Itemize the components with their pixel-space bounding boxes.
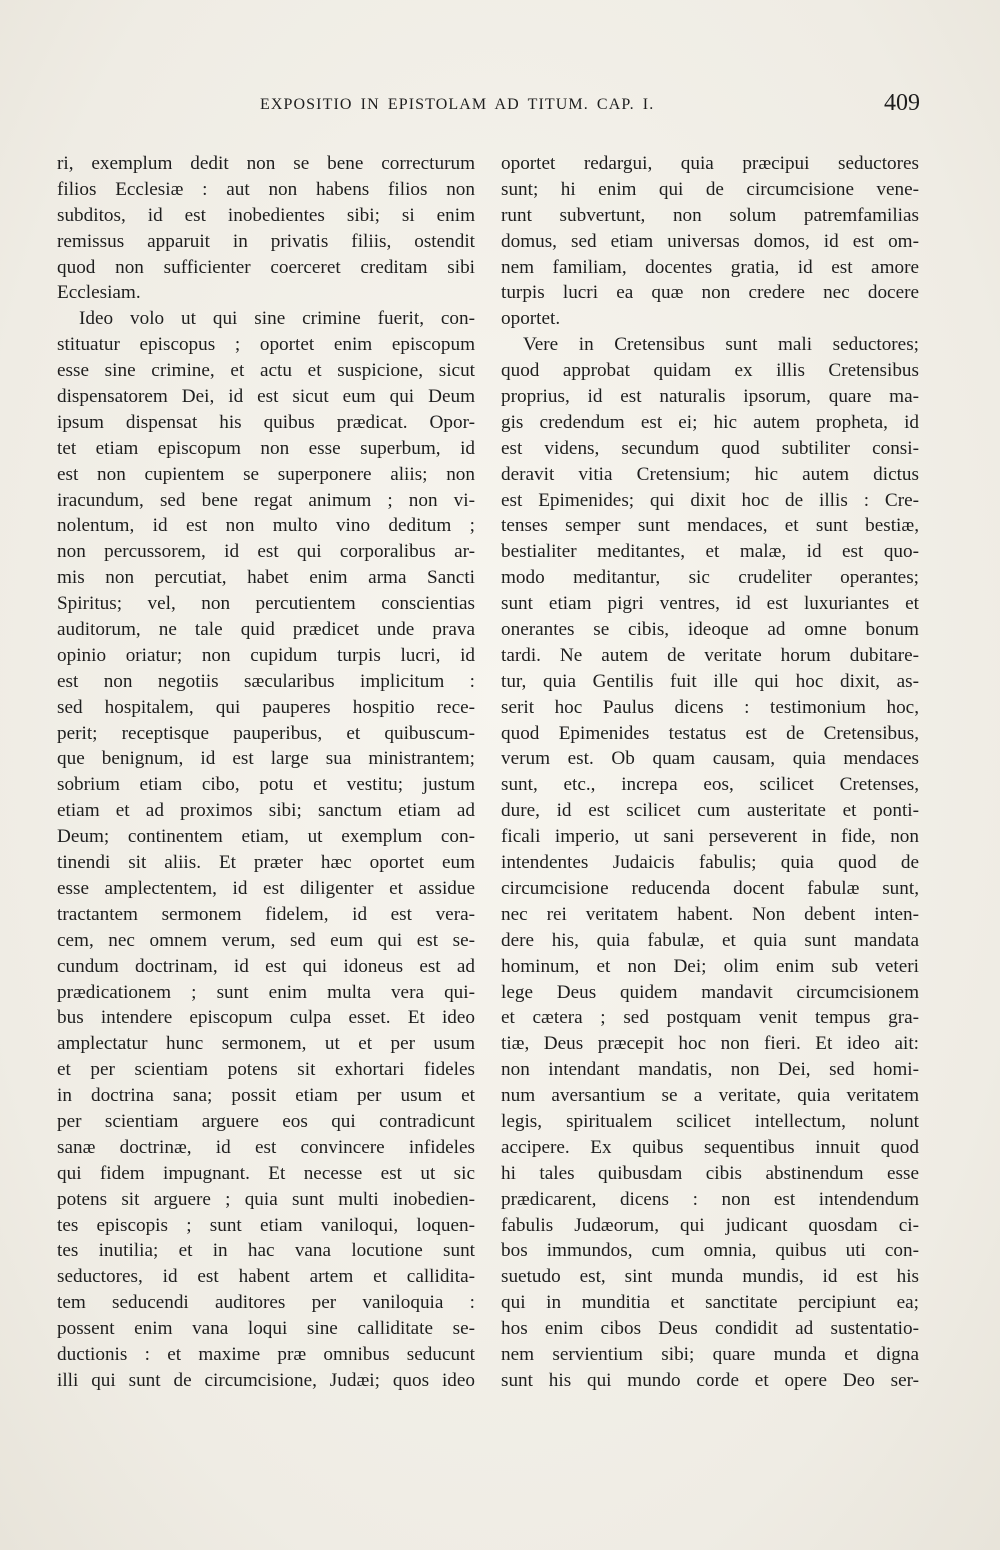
text-line: bus intendere episcopum culpa esset. Et ideo xyxy=(57,1007,475,1029)
text-line: tet etiam episcopum non esse superbum, id xyxy=(57,437,475,459)
text-line: quod non sufficienter coerceret creditam sibi xyxy=(57,256,475,278)
page-number: 409 xyxy=(884,90,920,116)
text-line: quod Epimenides testatus est de Cretensibus, xyxy=(501,722,919,744)
text-line: auditorum, ne tale quid prædicet unde prava xyxy=(57,619,475,641)
text-line: et cætera ; sed postquam venit tempus gra- xyxy=(501,1007,919,1029)
text-line: tur, quia Gentilis fuit ille qui hoc dixit, as- xyxy=(501,670,919,692)
text-line: nolentum, id est non multo vino deditum ; xyxy=(57,515,475,537)
text-line: subditos, id est inobedientes sibi; si enim xyxy=(57,204,475,226)
text-line: esse amplectentem, id est diligenter et assidue xyxy=(57,877,475,899)
text-line: modo meditantur, sic crudeliter operantes; xyxy=(501,567,919,589)
text-line: dere his, quia fabulæ, et quia sunt mandata xyxy=(501,929,919,951)
text-line: ductionis : et maxime præ omnibus seducunt xyxy=(57,1343,475,1365)
text-line: Ideo volo ut qui sine crimine fuerit, con- xyxy=(79,308,475,330)
text-line: Deum; continentem etiam, ut exemplum con- xyxy=(57,826,475,848)
running-title: EXPOSITIO IN EPISTOLAM AD TITUM. CAP. I. xyxy=(260,96,655,113)
text-line: mis non percutiat, habet enim arma Sancti xyxy=(57,567,475,589)
text-line: potens sit arguere ; quia sunt multi inobedien- xyxy=(57,1188,475,1210)
text-line: iracundum, sed bene regat animum ; non vi- xyxy=(57,489,475,511)
text-line: nec rei veritatem habent. Non debent inten- xyxy=(501,903,919,925)
text-line: proprius, id est naturalis ipsorum, quare ma- xyxy=(501,386,919,408)
text-line: Ecclesiam. xyxy=(57,282,141,304)
text-line: sobrium etiam cibo, potu et vestitu; justum xyxy=(57,774,475,796)
text-line: sanæ doctrinæ, id est convincere infideles xyxy=(57,1136,475,1158)
text-line: ficali imperio, ut sani perseverent in fide, non xyxy=(501,826,919,848)
text-line: prædicationem ; sunt enim multa vera qui- xyxy=(57,981,475,1003)
text-line: qui in munditia et sanctitate percipiunt ea; xyxy=(501,1292,919,1314)
text-line: etiam et ad proximos sibi; sanctum etiam ad xyxy=(57,800,475,822)
text-line: filios Ecclesiæ : aut non habens filios non xyxy=(57,178,475,200)
text-line: quod approbat quidam ex illis Cretensibus xyxy=(501,360,919,382)
text-line: ri, exemplum dedit non se bene correcturum xyxy=(57,153,475,174)
right-text-column xyxy=(501,151,919,1394)
text-line: nem familiam, docentes gratia, id est amore xyxy=(501,256,919,278)
text-line: oportet. xyxy=(501,308,561,330)
text-line: non percussorem, id est qui corporalibus ar- xyxy=(57,541,475,563)
text-line: non intendant mandatis, non Dei, sed homi- xyxy=(501,1059,919,1081)
text-line: onerantes se cibis, ideoque ad omne bonum xyxy=(501,619,919,641)
text-line: cem, nec omnem verum, sed eum qui est se- xyxy=(57,929,475,951)
text-line: esse sine crimine, et actu et suspicione, sicut xyxy=(57,360,475,382)
text-line: legis, spiritualem scilicet intellectum, nolunt xyxy=(501,1110,919,1132)
text-line: bos immundos, cum omnia, quibus uti con- xyxy=(501,1240,919,1262)
text-line: verum est. Ob quam causam, quia mendaces xyxy=(501,748,919,770)
text-line: sunt etiam pigri ventres, id est luxuriantes et xyxy=(501,593,919,615)
text-line: sunt, etc., increpa eos, scilicet Cretenses, xyxy=(501,774,919,796)
text-line: in doctrina sana; possit etiam per usum et xyxy=(57,1085,475,1107)
text-line: runt subvertunt, non solum patremfamilias xyxy=(501,204,919,226)
text-line: dure, id est scilicet cum austeritate et ponti- xyxy=(501,800,919,822)
text-line: hi tales quibusdam cibis abstinendum esse xyxy=(501,1162,919,1184)
text-line: stituatur episcopus ; oportet enim episcopum xyxy=(57,334,475,356)
text-line: est non cupientem se superponere aliis; non xyxy=(57,463,475,485)
text-line: oportet redargui, quia præcipui seductores xyxy=(501,153,919,174)
text-line: gis credendum est ei; hic autem propheta, id xyxy=(501,411,919,433)
text-line: bestialiter meditantes, et malæ, id est quo- xyxy=(501,541,919,563)
text-line: tes episcopis ; sunt etiam vaniloqui, loquen- xyxy=(57,1214,475,1236)
running-header xyxy=(58,90,920,126)
text-line: est non negotiis sæcularibus implicitum : xyxy=(57,670,475,692)
text-line: turpis lucri ea quæ non credere nec docere xyxy=(501,282,919,304)
text-line: seductores, id est habent artem et callidita- xyxy=(57,1266,475,1288)
text-line: tardi. Ne autem de veritate horum dubitare- xyxy=(501,644,919,666)
text-line: perit; receptisque pauperibus, et quibuscum- xyxy=(57,722,475,744)
text-line: dispensatorem Dei, id est sicut eum qui Deum xyxy=(57,386,475,408)
text-line: qui fidem impugnant. Et necesse est ut sic xyxy=(57,1162,475,1184)
text-line: remissus apparuit in privatis filiis, ostendit xyxy=(57,230,475,252)
text-line: tem seducendi auditores per vaniloquia : xyxy=(57,1292,475,1314)
text-line: prædicarent, dicens : non est intendendum xyxy=(501,1188,919,1210)
text-line: accipere. Ex quibus sequentibus innuit quod xyxy=(501,1136,919,1158)
text-line: opinio oriatur; non cupidum turpis lucri, id xyxy=(57,644,475,666)
text-line: lege Deus quidem mandavit circumcisionem xyxy=(501,981,919,1003)
text-line: suetudo est, sint munda mundis, id est his xyxy=(501,1266,919,1288)
text-line: serit hoc Paulus dicens : testimonium hoc, xyxy=(501,696,919,718)
text-line: est Epimenides; qui dixit hoc de illis : Cre- xyxy=(501,489,919,511)
text-line: que benignum, id est large sua ministrantem; xyxy=(57,748,475,770)
left-text-column xyxy=(57,151,475,1394)
text-line: domus, sed etiam universas domos, id est om- xyxy=(501,230,919,252)
text-line: tiæ, Deus præcepit hoc non fieri. Et ideo ait: xyxy=(501,1033,919,1055)
text-line: tractantem sermonem fidelem, id est vera- xyxy=(57,903,475,925)
text-line: deravit vitia Cretensium; hic autem dictus xyxy=(501,463,919,485)
text-line: nem servientium sibi; quare munda et digna xyxy=(501,1343,919,1365)
text-line: amplectatur hunc sermonem, ut et per usum xyxy=(57,1033,475,1055)
text-line: tinendi sit aliis. Et præter hæc oportet eum xyxy=(57,852,475,874)
text-line: fabulis Judæorum, qui judicant quosdam ci- xyxy=(501,1214,919,1236)
text-line: sunt his qui mundo corde et opere Deo ser- xyxy=(501,1369,919,1391)
text-line: ipsum dispensat his quibus prædicat. Opor- xyxy=(57,411,475,433)
text-line: sed hospitalem, qui pauperes hospitio rece- xyxy=(57,696,475,718)
text-line: possent enim vana loqui sine calliditate se- xyxy=(57,1318,475,1340)
text-line: num aversantium se a veritate, quia veritatem xyxy=(501,1085,919,1107)
text-line: hominum, et non Dei; olim enim sub veteri xyxy=(501,955,919,977)
text-line: circumcisione reducenda docent fabulæ sunt, xyxy=(501,877,919,899)
text-line: cundum doctrinam, id est qui idoneus est ad xyxy=(57,955,475,977)
text-line: tenses semper sunt mendaces, et sunt bestiæ, xyxy=(501,515,919,537)
text-line: Spiritus; vel, non percutientem conscientias xyxy=(57,593,475,615)
text-line: est videns, secundum quod subtiliter consi- xyxy=(501,437,919,459)
text-line: Vere in Cretensibus sunt mali seductores; xyxy=(523,334,919,356)
text-line: hos enim cibos Deus condidit ad sustentatio- xyxy=(501,1318,919,1340)
text-line: sunt; hi enim qui de circumcisione vene- xyxy=(501,178,919,200)
text-line: et per scientiam potens sit exhortari fideles xyxy=(57,1059,475,1081)
text-line: per scientiam arguere eos qui contradicunt xyxy=(57,1110,475,1132)
text-line: illi qui sunt de circumcisione, Judæi; quos ideo xyxy=(57,1369,475,1391)
text-line: tes inutilia; et in hac vana locutione sunt xyxy=(57,1240,475,1262)
text-line: intendentes Judaicis fabulis; quia quod de xyxy=(501,852,919,874)
